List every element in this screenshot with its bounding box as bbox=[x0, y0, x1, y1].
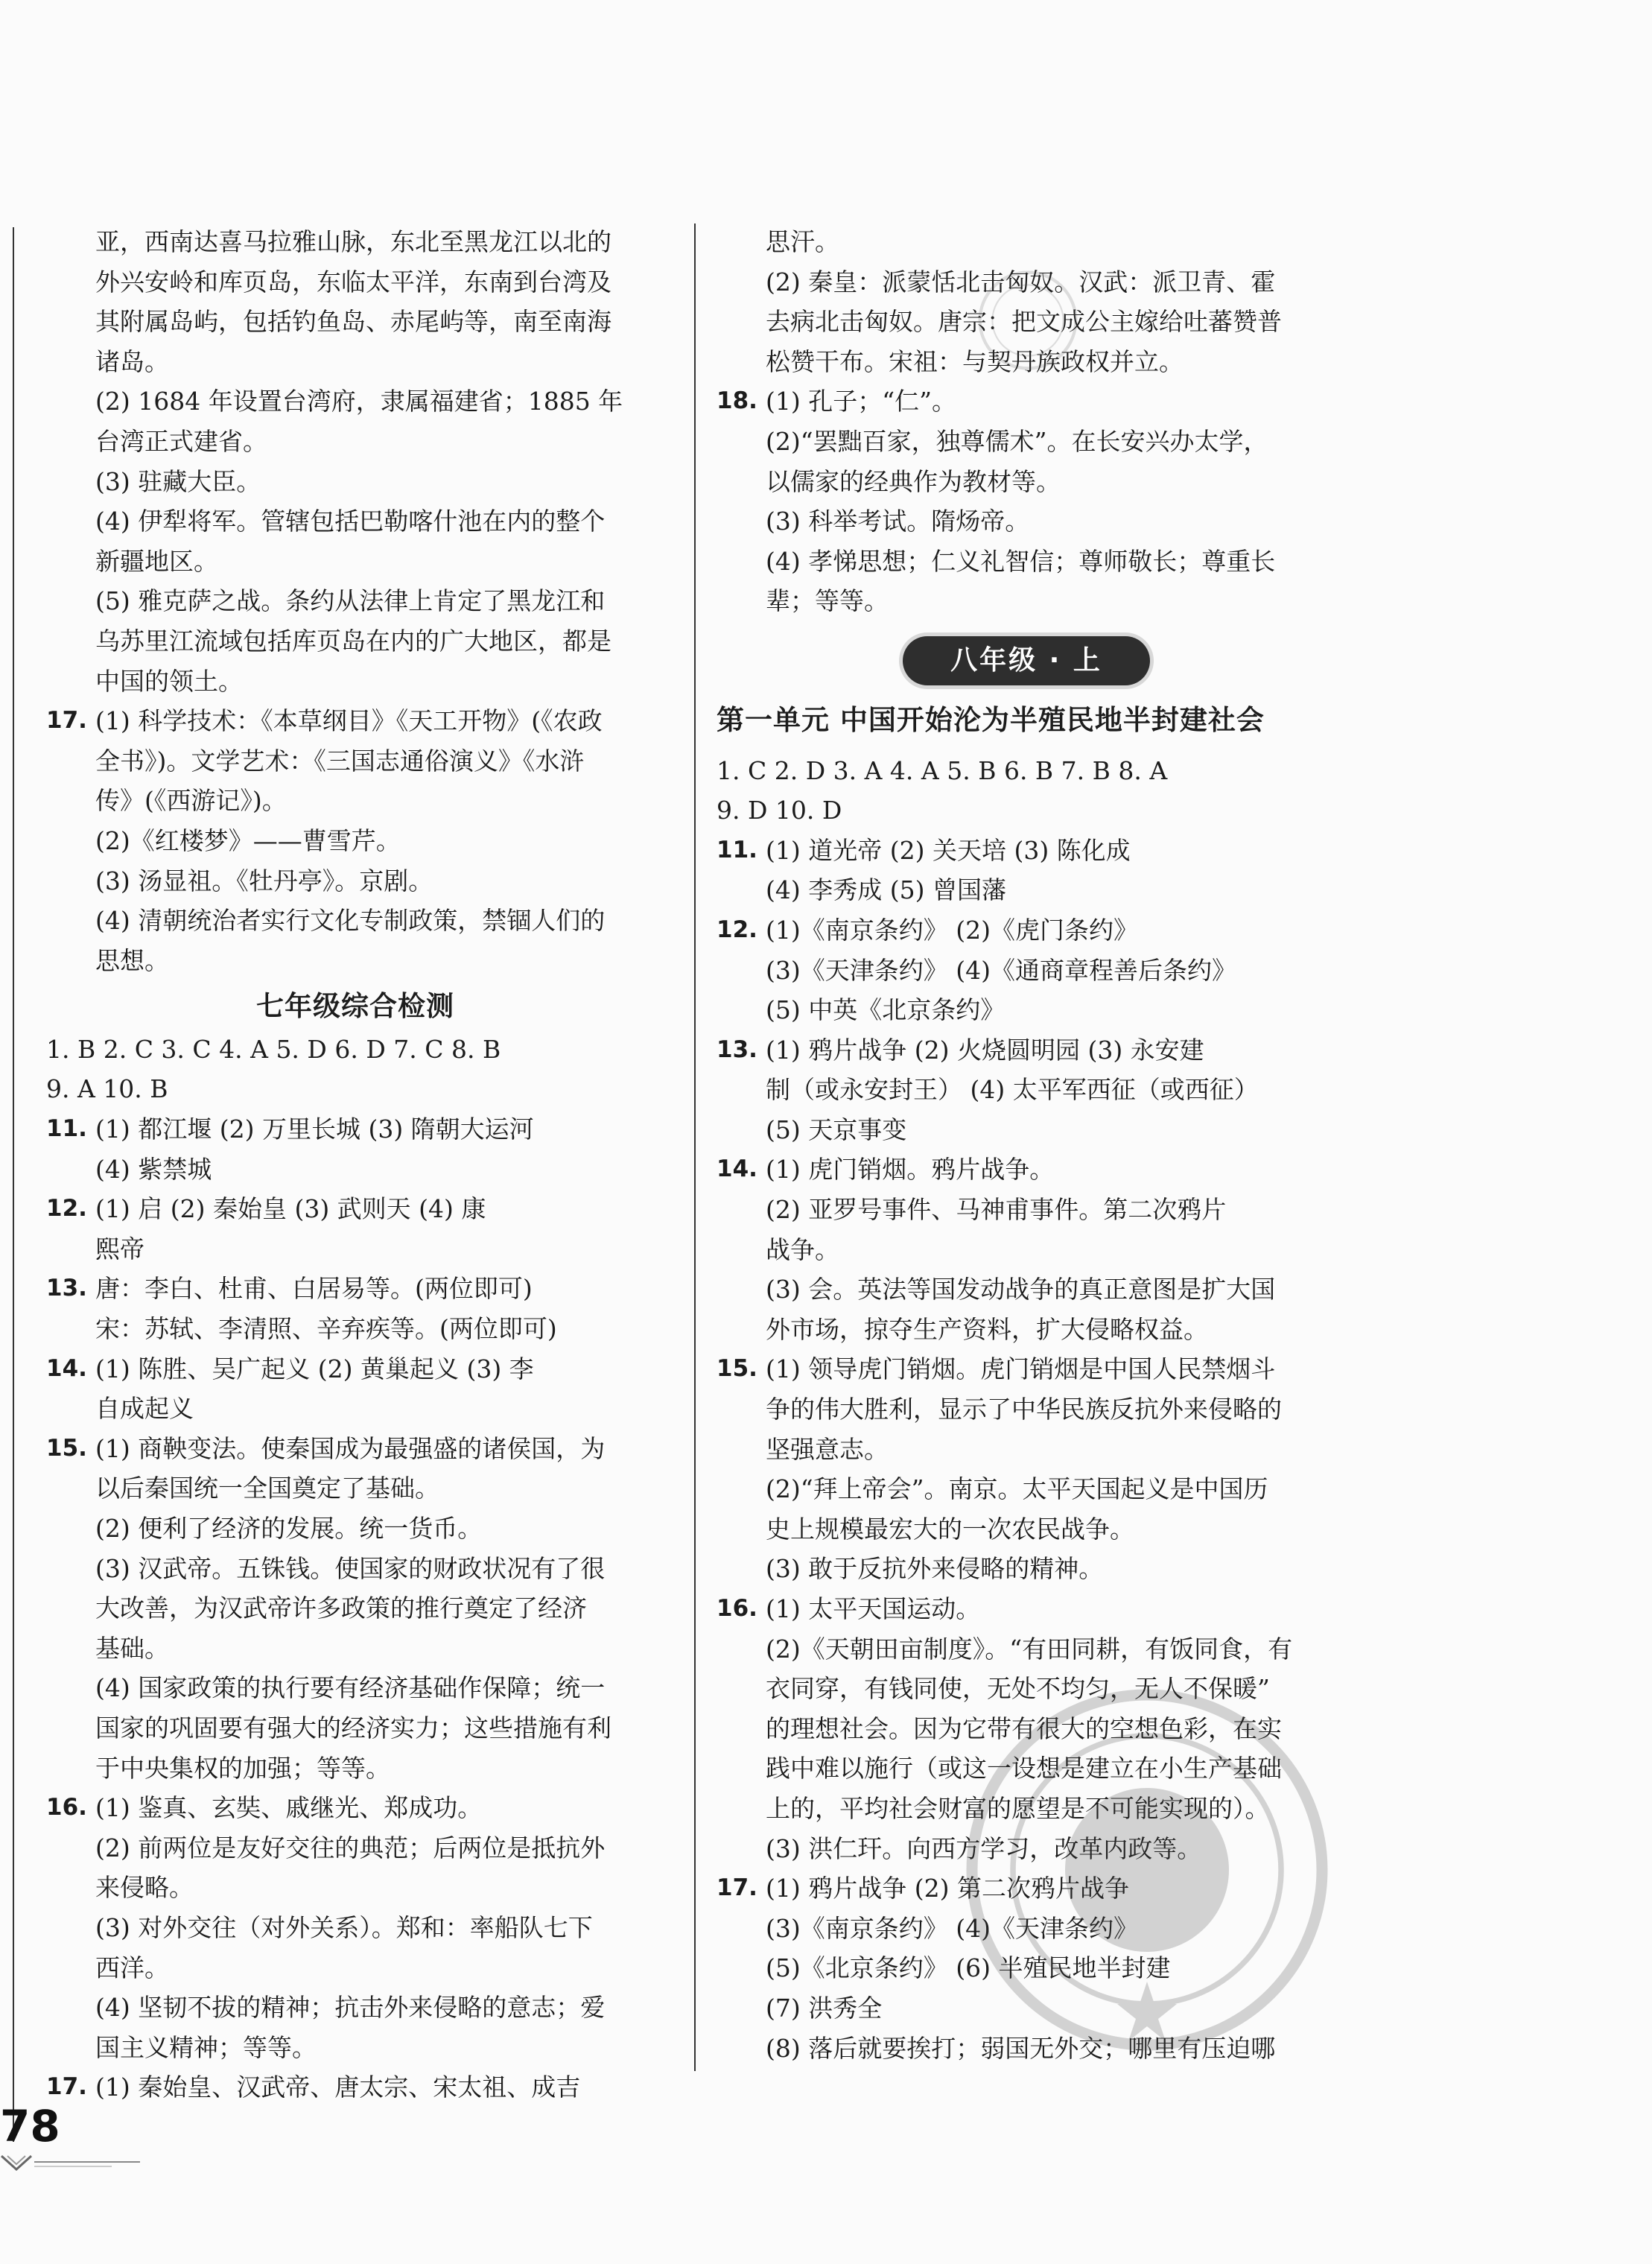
text-line: (2) 前两位是友好交往的典范；后两位是抵抗外 bbox=[95, 1833, 606, 1862]
text-line: 1. C 2. D 3. A 4. A 5. B 6. B 7. B 8. A bbox=[717, 755, 1168, 785]
question-number: 13. bbox=[46, 1275, 87, 1302]
text-line: (5)《北京条约》 (6) 半殖民地半封建 bbox=[766, 1953, 1171, 1983]
watermark-seal-icon bbox=[961, 1684, 1333, 2056]
text-line: 史上规模最宏大的一次农民战争。 bbox=[766, 1514, 1134, 1544]
text-line: (4) 李秀成 (5) 曾国藩 bbox=[766, 875, 1006, 905]
answer-item bbox=[717, 1150, 1336, 1349]
text-line: 1. B 2. C 3. C 4. A 5. D 6. D 7. C 8. B bbox=[46, 1034, 501, 1064]
text-line: (2)“罢黜百家，独尊儒术”。在长安兴办太学， bbox=[766, 426, 1268, 456]
text-line: 诸岛。 bbox=[95, 346, 169, 376]
grade-banner-wrap bbox=[717, 636, 1336, 688]
question-number: 16. bbox=[46, 1794, 87, 1821]
text-line: (4) 坚韧不拔的精神；抗击外来侵略的意志；爱 bbox=[95, 1993, 606, 2023]
column-divider bbox=[694, 223, 696, 2071]
page-number-chevron-icon bbox=[0, 2153, 142, 2175]
text-line: (3) 驻藏大臣。 bbox=[95, 466, 261, 496]
text-line: (5) 中英《北京条约》 bbox=[766, 995, 1006, 1025]
text-line: 思汗。 bbox=[766, 227, 839, 256]
text-line: (3) 对外交往（对外关系）。郑和：率船队七下 bbox=[95, 1912, 593, 1942]
text-line: 自成起义 bbox=[95, 1394, 194, 1424]
text-line: 基础。 bbox=[95, 1633, 169, 1663]
text-line: (4) 伊犁将军。管辖包括巴勒喀什池在内的整个 bbox=[95, 507, 606, 536]
text-line: 于中央集权的加强；等等。 bbox=[95, 1753, 390, 1783]
text-line: (2) 便利了经济的发展。统一货币。 bbox=[95, 1514, 483, 1543]
question-number: 15. bbox=[717, 1355, 757, 1383]
text-line: 思想。 bbox=[95, 945, 169, 975]
text-line: (1) 启 (2) 秦始皇 (3) 武则天 (4) 康 bbox=[95, 1194, 486, 1224]
question-number: 17. bbox=[46, 2073, 87, 2101]
text-line: 新疆地区。 bbox=[95, 546, 218, 576]
answer-item bbox=[717, 910, 1336, 1030]
text-line: (1) 都江堰 (2) 万里长城 (3) 隋朝大运河 bbox=[95, 1114, 534, 1144]
text-line: (1) 商鞅变法。使秦国成为最强盛的诸侯国，为 bbox=[95, 1433, 606, 1463]
mc-answers bbox=[717, 751, 1336, 831]
unit-title: 第一单元 中国开始沦为半殖民地半封建社会 bbox=[717, 703, 1265, 736]
text-line: (3)《天津条约》 (4)《通商章程善后条约》 bbox=[766, 955, 1236, 985]
text-line: (1) 虎门销烟。鸦片战争。 bbox=[766, 1155, 1055, 1185]
left-column bbox=[46, 222, 664, 2108]
text-line: 国家的巩固要有强大的经济实力；这些措施有利 bbox=[95, 1713, 611, 1743]
text-line: (2) 亚罗号事件、马神甫事件。第二次鸦片 bbox=[766, 1195, 1227, 1225]
text-line: 9. A 10. B bbox=[46, 1074, 168, 1104]
text-line: 辈；等等。 bbox=[766, 586, 889, 616]
answer-item bbox=[46, 1788, 664, 2067]
answer-item bbox=[717, 831, 1336, 910]
q16-continuation bbox=[46, 222, 664, 701]
text-line: (3) 敢于反抗外来侵略的精神。 bbox=[766, 1554, 1104, 1584]
question-number: 18. bbox=[717, 387, 757, 415]
answer-item bbox=[46, 1109, 664, 1189]
text-line: (3) 汤显祖。《牡丹亭》。京剧。 bbox=[95, 866, 433, 895]
text-line: (4) 国家政策的执行要有经济基础作保障；统一 bbox=[95, 1673, 606, 1703]
question-number: 13. bbox=[717, 1036, 757, 1063]
mc-answers bbox=[46, 1030, 664, 1109]
text-line: 9. D 10. D bbox=[717, 796, 842, 825]
text-line: (1) 科学技术：《本草纲目》《天工开物》(《农政 bbox=[95, 706, 603, 736]
text-line: 践中难以施行（或这一设想是建立在小生产基础 bbox=[766, 1754, 1282, 1783]
text-line: (1)《南京条约》 (2)《虎门条约》 bbox=[766, 915, 1138, 945]
text-line: (2)《红楼梦》——曹雪芹。 bbox=[95, 825, 401, 855]
text-line: (5) 天京事变 bbox=[766, 1114, 907, 1144]
text-line: (3)《南京条约》 (4)《天津条约》 bbox=[766, 1913, 1138, 1943]
text-line: 以儒家的经典作为教材等。 bbox=[766, 466, 1061, 496]
text-line: 战争。 bbox=[766, 1234, 839, 1264]
watermark-stamp-icon bbox=[976, 268, 1080, 372]
text-line: 传》(《西游记》)。 bbox=[95, 786, 287, 816]
left-margin-rule bbox=[13, 227, 14, 2142]
text-line: 去病北击匈奴。唐宗：把文成公主嫁给吐蕃赞普 bbox=[766, 307, 1282, 337]
answer-item bbox=[717, 1030, 1336, 1150]
question-number: 12. bbox=[717, 916, 757, 943]
text-line: 唐：李白、杜甫、白居易等。(两位即可) bbox=[95, 1274, 533, 1304]
text-line: (4) 孝悌思想；仁义礼智信；尊师敬长；尊重长 bbox=[766, 546, 1276, 576]
text-line: 其附属岛屿，包括钓鱼岛、赤尾屿等，南至南海 bbox=[95, 307, 611, 337]
text-line: 西洋。 bbox=[95, 1953, 169, 1982]
answer-item bbox=[717, 381, 1336, 621]
text-line: (3) 汉武帝。五铢钱。使国家的财政状况有了很 bbox=[95, 1553, 606, 1583]
text-line: 宋：苏轼、李清照、辛弃疾等。(两位即可) bbox=[95, 1314, 557, 1344]
answer-item bbox=[46, 1269, 664, 1348]
text-line: (1) 鉴真、玄奘、戚继光、郑成功。 bbox=[95, 1793, 483, 1823]
section-title: 七年级综合检测 bbox=[256, 990, 454, 1023]
text-line: (5) 雅克萨之战。条约从法律上肯定了黑龙江和 bbox=[95, 586, 606, 616]
question-number: 16. bbox=[717, 1595, 757, 1622]
text-line: (1) 道光帝 (2) 关天培 (3) 陈化成 bbox=[766, 835, 1131, 865]
question-number: 11. bbox=[46, 1115, 87, 1143]
text-line: 松赞干布。宋祖：与契丹族政权并立。 bbox=[766, 346, 1184, 376]
text-line: (4) 清朝统治者实行文化专制政策，禁锢人们的 bbox=[95, 906, 606, 936]
text-line: 来侵略。 bbox=[95, 1873, 194, 1903]
answer-item bbox=[46, 1349, 664, 1429]
text-line: (1) 陈胜、吴广起义 (2) 黄巢起义 (3) 李 bbox=[95, 1354, 534, 1383]
text-line: (4) 紫禁城 bbox=[95, 1154, 212, 1184]
text-line: (7) 洪秀全 bbox=[766, 1993, 883, 2023]
text-line: 坚强意志。 bbox=[766, 1434, 889, 1464]
question-number: 17. bbox=[717, 1874, 757, 1902]
text-line: (1) 鸦片战争 (2) 火烧圆明园 (3) 永安建 bbox=[766, 1035, 1204, 1065]
question-number: 14. bbox=[717, 1155, 757, 1183]
text-line: (3) 洪仁玕。向西方学习，改革内政等。 bbox=[766, 1833, 1202, 1863]
text-line: (1) 领导虎门销烟。虎门销烟是中国人民禁烟斗 bbox=[766, 1354, 1276, 1384]
answer-item bbox=[46, 701, 664, 980]
text-line: 国主义精神；等等。 bbox=[95, 2032, 317, 2062]
text-line: 的理想社会。因为它带有很大的空想色彩，在实 bbox=[766, 1713, 1282, 1743]
text-line: (8) 落后就要挨打；弱国无外交；哪里有压迫哪 bbox=[766, 2033, 1276, 2063]
text-line: 争的伟大胜利，显示了中华民族反抗外来侵略的 bbox=[766, 1395, 1282, 1424]
question-number: 17. bbox=[46, 707, 87, 735]
text-line: (1) 秦始皇、汉武帝、唐太宗、宋太祖、成吉 bbox=[95, 2073, 581, 2102]
text-line: 衣同穿，有钱同使，无处不均匀，无人不保暖” bbox=[766, 1674, 1270, 1704]
answer-item bbox=[717, 1349, 1336, 1589]
text-line: (1) 孔子；“仁”。 bbox=[766, 387, 956, 416]
text-line: 熙帝 bbox=[95, 1234, 144, 1263]
answer-item bbox=[46, 2067, 664, 2108]
page-number: 78 bbox=[0, 2101, 60, 2152]
answer-item bbox=[46, 1429, 664, 1788]
text-line: 亚，西南达喜马拉雅山脉，东北至黑龙江以北的 bbox=[95, 227, 611, 256]
text-line: 以后秦国统一全国奠定了基础。 bbox=[95, 1474, 439, 1503]
text-line: 全书》)。文学艺术：《三国志通俗演义》《水浒 bbox=[95, 746, 585, 776]
text-line: (2)《天朝田亩制度》。“有田同耕，有饭同食，有 bbox=[766, 1634, 1293, 1664]
grade-banner: 八年级 · 上 bbox=[903, 636, 1150, 685]
text-line: (3) 会。英法等国发动战争的真正意图是扩大国 bbox=[766, 1275, 1276, 1304]
text-line: 大改善，为汉武帝许多政策的推行奠定了经济 bbox=[95, 1594, 587, 1623]
text-line: 台湾正式建省。 bbox=[95, 426, 267, 456]
text-line: (3) 科举考试。隋炀帝。 bbox=[766, 507, 1030, 536]
text-line: (1) 太平天国运动。 bbox=[766, 1594, 981, 1623]
text-line: 乌苏里江流域包括库页岛在内的广大地区，都是 bbox=[95, 626, 611, 656]
text-line: 外兴安岭和库页岛，东临太平洋，东南到台湾及 bbox=[95, 267, 611, 297]
answer-item bbox=[46, 1189, 664, 1269]
text-line: (2) 秦皇：派蒙恬北击匈奴。汉武：派卫青、霍 bbox=[766, 267, 1276, 297]
question-number: 15. bbox=[46, 1434, 87, 1462]
question-number: 12. bbox=[46, 1195, 87, 1223]
text-line: (1) 鸦片战争 (2) 第二次鸦片战争 bbox=[766, 1874, 1129, 1903]
question-number: 11. bbox=[717, 836, 757, 863]
text-line: (2)“拜上帝会”。南京。太平天国起义是中国历 bbox=[766, 1474, 1268, 1504]
text-line: (2) 1684 年设置台湾府，隶属福建省；1885 年 bbox=[95, 387, 623, 416]
text-line: 中国的领土。 bbox=[95, 666, 243, 696]
text-line: 上的，平均社会财富的愿望是不可能实现的）。 bbox=[766, 1793, 1270, 1823]
text-line: 外市场，掠夺生产资料，扩大侵略权益。 bbox=[766, 1314, 1208, 1344]
text-line: 制（或永安封王） (4) 太平军西征（或西征） bbox=[766, 1075, 1259, 1105]
question-number: 14. bbox=[46, 1354, 87, 1382]
